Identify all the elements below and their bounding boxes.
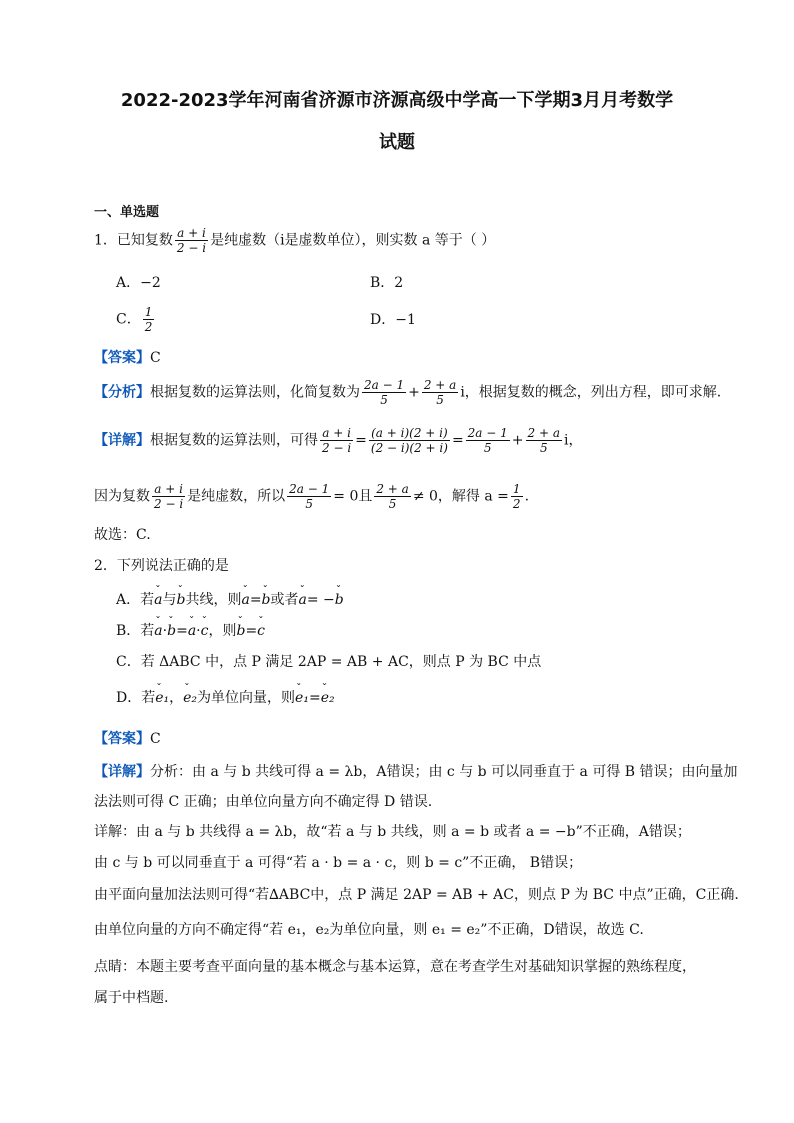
q1-option-b: B．2	[370, 275, 404, 291]
detail-fraction-1: $\frac{a + i}{2 - i}$	[322, 426, 352, 455]
q2-detail-4: 由 c 与 b 可以同垂直于 a 可得“若 a · b = a · c，则 b = c”不正确， B错误；	[94, 855, 583, 871]
detail-tag: 【详解】	[94, 432, 150, 449]
q1-fraction: $\frac{a + i}{2 - i}$	[176, 226, 207, 255]
line3-fraction-3: $\frac{2 + a}{5}$	[376, 482, 409, 511]
q2-option-c: C．若 ΔABC 中，点 P 满足 2AP = AB + AC，则点 P 为 BC 中点	[116, 654, 542, 670]
analysis-fraction-1: $\frac{2a - 1}{5}$	[364, 378, 405, 407]
answer-tag: 【答案】	[94, 731, 150, 747]
analysis-tag: 【分析】	[94, 384, 150, 401]
q1-option-c: C． $\frac{1}{2}$	[116, 305, 153, 334]
q2-option-a: A．若ˇ a与ˇ b共线，则ˇ a=ˇ b或者ˇ a= −ˇ b	[116, 590, 344, 610]
q2-detail-3: 详解：由 a 与 b 共线得 a = λb，故“若 a 与 b 共线，则 a = b 或者 a = −b”不正确，A错误；	[94, 824, 691, 840]
q2-option-b: B．若ˇ a·ˇ b=ˇ a·ˇ c，则ˇ b=ˇ c	[116, 621, 265, 641]
q1-option-c-fraction: $\frac{1}{2}$	[144, 305, 153, 334]
detail-fraction-3: $\frac{2a - 1}{5}$	[467, 426, 508, 455]
q2-detail-2: 法法则可得 C 正确；由单位向量方向不确定得 D 错误.	[94, 794, 433, 810]
detail-tag: 【详解】	[94, 764, 150, 780]
answer-value: C	[150, 350, 161, 366]
exam-title-line1: 2022-2023学年河南省济源市济源高级中学高一下学期3月月考数学	[120, 90, 674, 111]
q1-stem-rest: 是纯虚数（i是虚数单位），则实数 a 等于（ ）	[210, 232, 496, 249]
q2-answer	[94, 729, 161, 749]
q2-detail-5: 由平面向量加法法则可得“若∆ABC中，点 P 满足 2AP = AB + AC，则点 P 为 BC 中点”正确，C正确.	[94, 887, 739, 903]
q2-detail-6: 由单位向量的方向不确定得“若 e₁，e₂为单位向量，则 e₁ = e₂”不正确，D错误，故选 C.	[94, 922, 644, 938]
detail-fraction-4: $\frac{2 + a}{5}$	[527, 426, 560, 455]
line3-fraction-2: $\frac{2a - 1}{5}$	[289, 482, 330, 511]
q1-prefix: 1．已知复数	[94, 232, 173, 249]
q1-detail: 【详解】根据复数的运算法则，可得 $\frac{a + i}{2 - i}$ = $\frac{(a + i)(2 + i)}{(2 - i)(2 + i)}$ = $\frac{2a - 1}{5}$ + $\frac{2 + a}{5}$ i，	[94, 426, 583, 455]
q2-option-d: D．若ˇ e₁，ˇ e₂为单位向量，则ˇ e₁=ˇ e₂	[116, 688, 335, 708]
q1-option-d: D．−1	[370, 312, 416, 328]
question-2-stem: 2．下列说法正确的是	[94, 558, 229, 574]
line3-fraction-1: $\frac{a + i}{2 - i}$	[154, 482, 184, 511]
line3-fraction-4: $\frac{1}{2}$	[512, 482, 521, 511]
q2-comment-2: 属于中档题.	[94, 990, 169, 1006]
exam-title-line2: 试题	[379, 132, 415, 153]
q1-conclusion: 故选：C.	[94, 527, 151, 543]
q2-detail-1: 【详解】分析：由 a 与 b 共线可得 a = λb，A错误；由 c 与 b 可以同垂直于 a 可得 B 错误；由向量加	[94, 764, 738, 780]
analysis-fraction-2: $\frac{2 + a}{5}$	[423, 378, 457, 407]
q2-comment-1: 点睛：本题主要考查平面向量的基本概念与基本运算，意在考查学生对基础知识掌握的熟练程度，	[94, 959, 696, 975]
question-1-stem	[94, 226, 495, 255]
q1-analysis: 【分析】根据复数的运算法则，化简复数为 $\frac{2a - 1}{5}$ + $\frac{2 + a}{5}$ i，根据复数的概念，列出方程，即可求解.	[94, 378, 722, 407]
detail-fraction-2: $\frac{(a + i)(2 + i)}{(2 - i)(2 + i)}$	[370, 426, 448, 455]
answer-tag: 【答案】	[94, 350, 150, 366]
q1-option-a: A．−2	[116, 275, 161, 291]
section-heading: 一、单选题	[94, 205, 160, 220]
q1-detail-line-2: 因为复数 $\frac{a + i}{2 - i}$ 是纯虚数，所以 $\frac{2a - 1}{5}$ = 0且 $\frac{2 + a}{5}$ ≠ 0，解得 a = $\frac{1}{2}$ .	[94, 482, 530, 511]
answer-value: C	[150, 731, 161, 747]
q1-answer	[94, 348, 161, 368]
